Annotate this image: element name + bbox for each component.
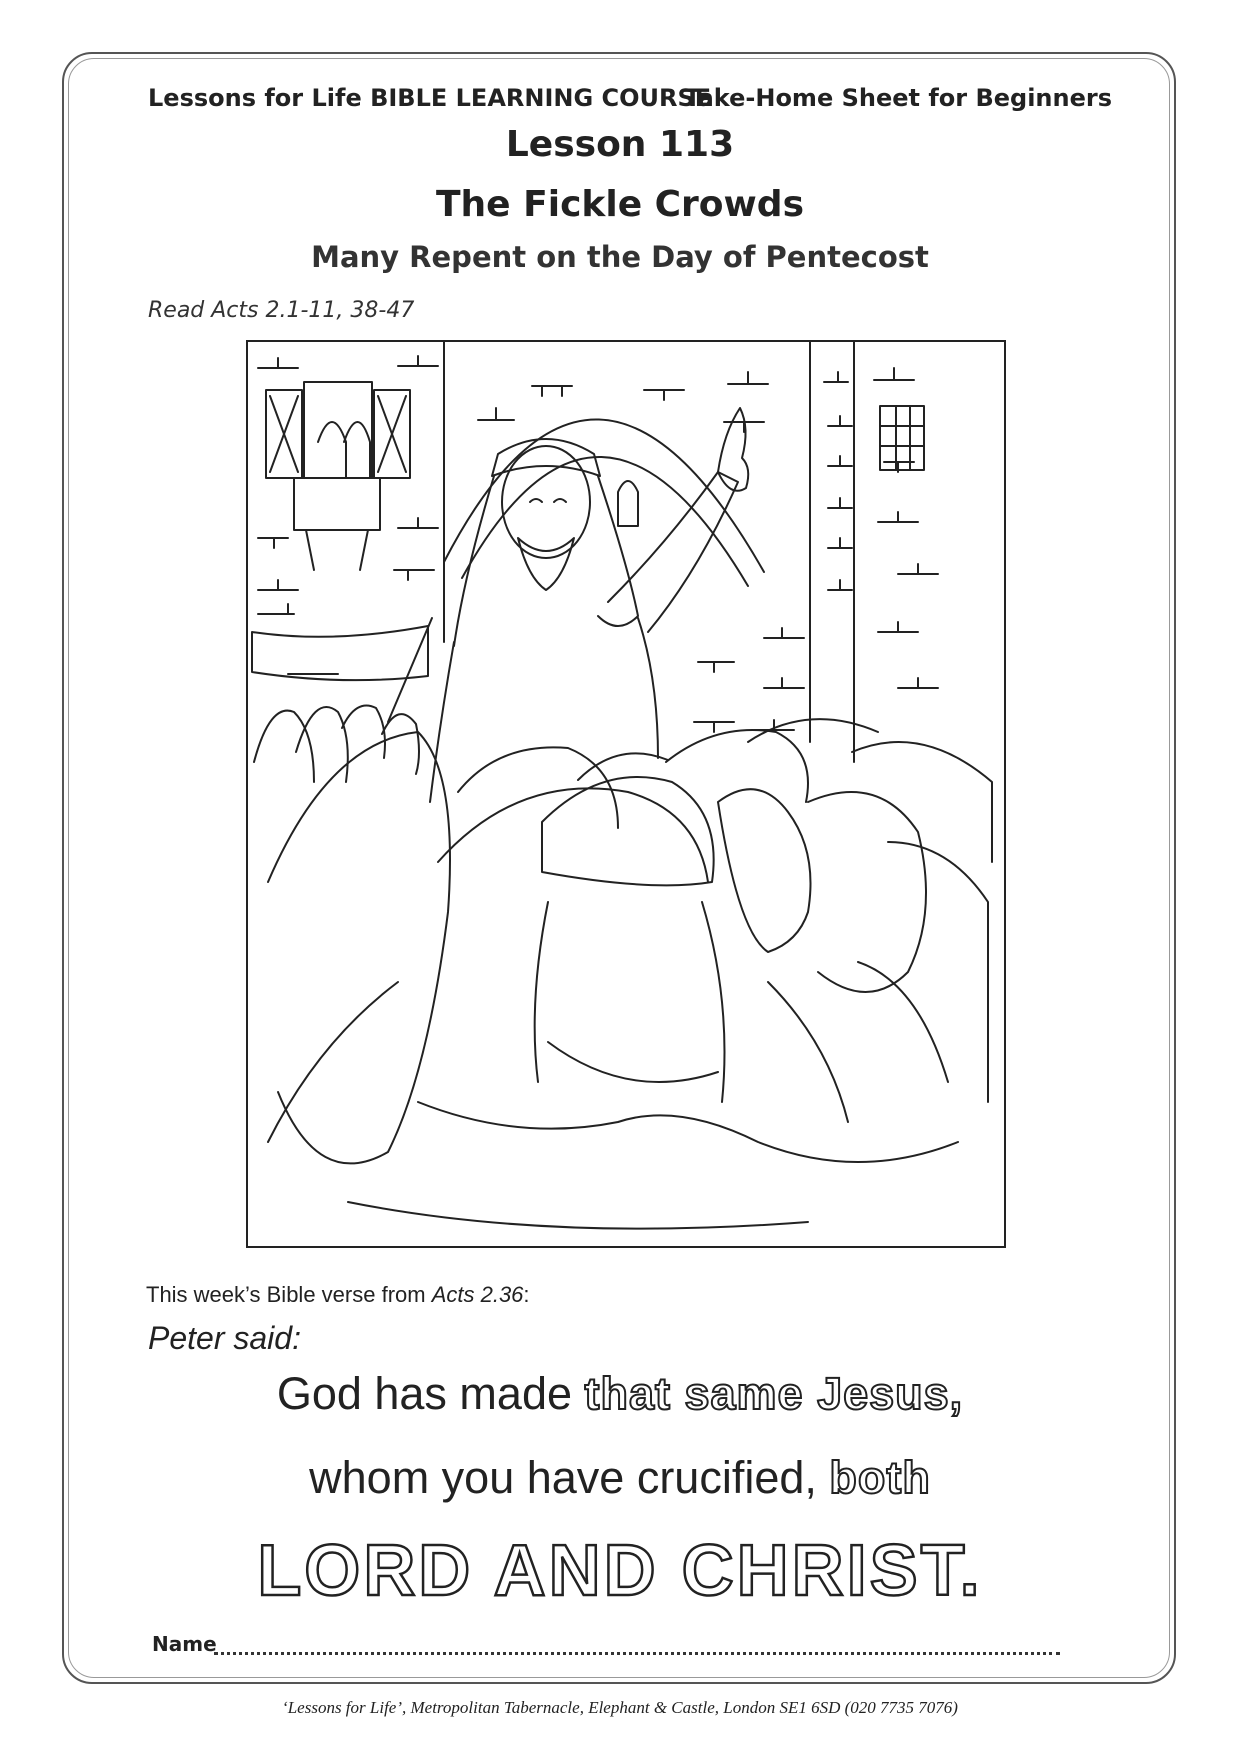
- verse-line-3-outline: LORD AND CHRIST.: [257, 1531, 983, 1611]
- lesson-subtitle: Many Repent on the Day of Pentecost: [311, 240, 929, 274]
- sheet-type: Take-Home Sheet for Beginners: [684, 84, 1112, 112]
- crowd-foreground: [268, 719, 992, 1229]
- verse-line-2-outline: both: [829, 1452, 931, 1503]
- crowd-background: [254, 706, 419, 783]
- pole: [388, 618, 432, 722]
- footer-address: ‘Lessons for Life’, Metropolitan Tabernacle, Elephant & Castle, London SE1 6SD (020 7735 7076): [282, 1698, 958, 1717]
- verse-line-1-outline: that same Jesus,: [584, 1368, 964, 1419]
- brick-marks: [258, 356, 938, 732]
- verse-intro-suffix: :: [523, 1282, 530, 1307]
- name-label: Name: [152, 1632, 217, 1656]
- preacher-figure: [430, 408, 748, 802]
- window-with-women: [266, 382, 410, 570]
- awning: [252, 626, 428, 680]
- arched-doorway: [444, 419, 764, 586]
- verse-line-2: [0, 1452, 1240, 1504]
- verse-reference: Acts 2.36: [431, 1282, 524, 1307]
- barred-window: [880, 406, 924, 470]
- course-title: Lessons for Life BIBLE LEARNING COURSE: [148, 84, 712, 112]
- verse-intro: [146, 1282, 530, 1308]
- verse-intro-text: This week’s Bible verse from: [146, 1282, 426, 1307]
- verse-line-1-plain: God has made: [276, 1368, 585, 1419]
- name-line[interactable]: [214, 1652, 1060, 1655]
- verse-speaker: Peter said:: [148, 1320, 301, 1356]
- coloring-illustration: [246, 340, 1006, 1248]
- verse-line-3: [0, 1530, 1240, 1612]
- reading-reference: Read Acts 2.1-11, 38-47: [148, 298, 415, 323]
- lesson-number: Lesson 113: [505, 124, 735, 165]
- verse-line-1: [0, 1368, 1240, 1420]
- verse-line-2-plain: whom you have crucified,: [309, 1452, 830, 1503]
- lesson-title: The Fickle Crowds: [436, 184, 804, 225]
